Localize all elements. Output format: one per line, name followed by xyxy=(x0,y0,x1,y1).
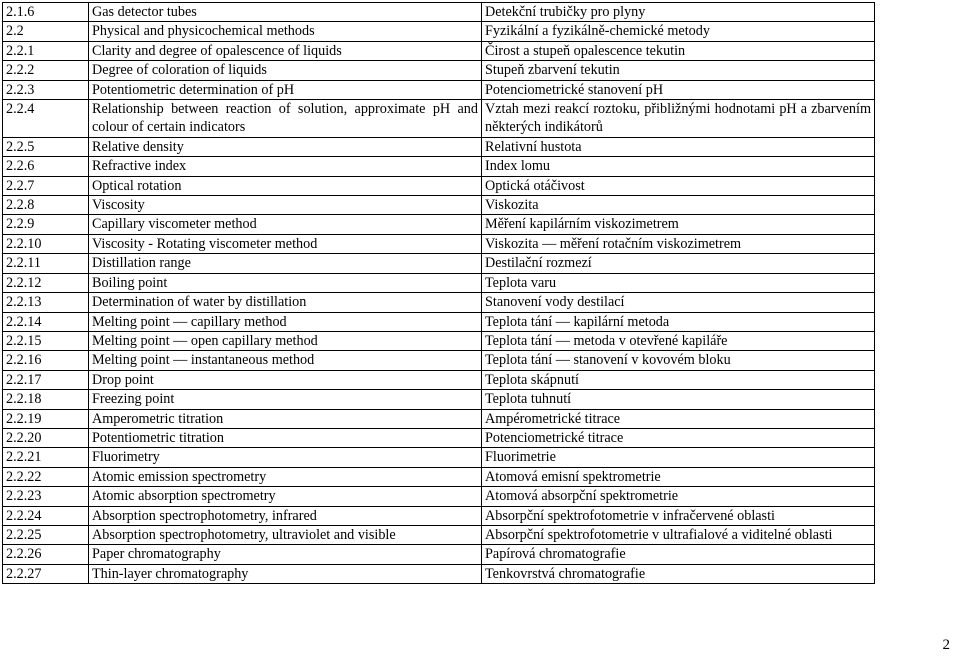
english-term-cell: Absorption spectrophotometry, ultraviolet and visible xyxy=(89,525,482,544)
english-term-cell: Paper chromatography xyxy=(89,545,482,564)
czech-term-cell: Atomová absorpční spektrometrie xyxy=(482,487,875,506)
czech-term-cell: Teplota tání — metoda v otevřené kapiláře xyxy=(482,331,875,350)
section-number-cell: 2.2.5 xyxy=(3,137,89,156)
table-row xyxy=(3,506,875,525)
table-row xyxy=(3,525,875,544)
section-number-cell: 2.2.7 xyxy=(3,176,89,195)
english-term-cell: Refractive index xyxy=(89,157,482,176)
english-term-cell: Optical rotation xyxy=(89,176,482,195)
table-row xyxy=(3,273,875,292)
english-term-cell: Drop point xyxy=(89,370,482,389)
english-term-cell: Amperometric titration xyxy=(89,409,482,428)
english-term-cell: Gas detector tubes xyxy=(89,3,482,22)
english-term-cell: Degree of coloration of liquids xyxy=(89,61,482,80)
table-row xyxy=(3,157,875,176)
czech-term-cell: Absorpční spektrofotometrie v ultrafialové a viditelné oblasti xyxy=(482,525,875,544)
english-term-cell: Absorption spectrophotometry, infrared xyxy=(89,506,482,525)
table-row xyxy=(3,564,875,583)
section-number-cell: 2.2.20 xyxy=(3,428,89,447)
czech-term-cell: Stanovení vody destilací xyxy=(482,293,875,312)
table-row xyxy=(3,100,875,138)
table-row xyxy=(3,331,875,350)
czech-term-cell: Viskozita xyxy=(482,196,875,215)
table-row xyxy=(3,234,875,253)
czech-term-cell: Měření kapilárním viskozimetrem xyxy=(482,215,875,234)
section-number-cell: 2.2.25 xyxy=(3,525,89,544)
english-term-cell: Atomic absorption spectrometry xyxy=(89,487,482,506)
section-number-cell: 2.2.11 xyxy=(3,254,89,273)
english-term-cell: Potentiometric determination of pH xyxy=(89,80,482,99)
section-number-cell: 2.2.4 xyxy=(3,100,89,138)
table-row xyxy=(3,176,875,195)
table-row xyxy=(3,215,875,234)
section-number-cell: 2.2.10 xyxy=(3,234,89,253)
english-term-cell: Atomic emission spectrometry xyxy=(89,467,482,486)
czech-term-cell: Tenkovrstvá chromatografie xyxy=(482,564,875,583)
english-term-cell: Fluorimetry xyxy=(89,448,482,467)
table-row xyxy=(3,293,875,312)
section-number-cell: 2.1.6 xyxy=(3,3,89,22)
table-row xyxy=(3,61,875,80)
czech-term-cell: Teplota tání — stanovení v kovovém bloku xyxy=(482,351,875,370)
english-term-cell: Viscosity - Rotating viscometer method xyxy=(89,234,482,253)
czech-term-cell: Viskozita — měření rotačním viskozimetrem xyxy=(482,234,875,253)
table-row xyxy=(3,545,875,564)
table-row xyxy=(3,312,875,331)
english-term-cell: Viscosity xyxy=(89,196,482,215)
page-number: 2 xyxy=(942,637,950,653)
english-term-cell: Relative density xyxy=(89,137,482,156)
czech-term-cell: Fluorimetrie xyxy=(482,448,875,467)
english-term-cell: Capillary viscometer method xyxy=(89,215,482,234)
czech-term-cell: Teplota skápnutí xyxy=(482,370,875,389)
czech-term-cell: Detekční trubičky pro plyny xyxy=(482,3,875,22)
czech-term-cell: Vztah mezi reakcí roztoku, přibližnými hodnotami pH a zbarvením některých indikátorů xyxy=(482,100,875,138)
section-number-cell: 2.2.24 xyxy=(3,506,89,525)
section-number-cell: 2.2.13 xyxy=(3,293,89,312)
english-term-cell: Thin-layer chromatography xyxy=(89,564,482,583)
table-row xyxy=(3,41,875,60)
table-row xyxy=(3,137,875,156)
table-row xyxy=(3,390,875,409)
czech-term-cell: Potenciometrické titrace xyxy=(482,428,875,447)
section-number-cell: 2.2.1 xyxy=(3,41,89,60)
czech-term-cell: Optická otáčivost xyxy=(482,176,875,195)
section-number-cell: 2.2.16 xyxy=(3,351,89,370)
table-row xyxy=(3,448,875,467)
section-number-cell: 2.2.9 xyxy=(3,215,89,234)
english-term-cell: Melting point — open capillary method xyxy=(89,331,482,350)
table-row xyxy=(3,351,875,370)
section-number-cell: 2.2.6 xyxy=(3,157,89,176)
czech-term-cell: Absorpční spektrofotometrie v infračervené oblasti xyxy=(482,506,875,525)
section-number-cell: 2.2.12 xyxy=(3,273,89,292)
terminology-table xyxy=(2,2,875,584)
czech-term-cell: Čirost a stupeň opalescence tekutin xyxy=(482,41,875,60)
czech-term-cell: Ampérometrické titrace xyxy=(482,409,875,428)
czech-term-cell: Index lomu xyxy=(482,157,875,176)
section-number-cell: 2.2.26 xyxy=(3,545,89,564)
english-term-cell: Freezing point xyxy=(89,390,482,409)
english-term-cell: Physical and physicochemical methods xyxy=(89,22,482,41)
english-term-cell: Clarity and degree of opalescence of liquids xyxy=(89,41,482,60)
table-row xyxy=(3,254,875,273)
section-number-cell: 2.2.19 xyxy=(3,409,89,428)
section-number-cell: 2.2.21 xyxy=(3,448,89,467)
english-term-cell: Melting point — capillary method xyxy=(89,312,482,331)
table-row xyxy=(3,80,875,99)
czech-term-cell: Fyzikální a fyzikálně-chemické metody xyxy=(482,22,875,41)
table-row xyxy=(3,3,875,22)
czech-term-cell: Papírová chromatografie xyxy=(482,545,875,564)
section-number-cell: 2.2.2 xyxy=(3,61,89,80)
czech-term-cell: Destilační rozmezí xyxy=(482,254,875,273)
czech-term-cell: Stupeň zbarvení tekutin xyxy=(482,61,875,80)
table-row xyxy=(3,370,875,389)
section-number-cell: 2.2.22 xyxy=(3,467,89,486)
terminology-table-body xyxy=(3,3,875,584)
english-term-cell: Boiling point xyxy=(89,273,482,292)
section-number-cell: 2.2.14 xyxy=(3,312,89,331)
section-number-cell: 2.2 xyxy=(3,22,89,41)
table-row xyxy=(3,196,875,215)
section-number-cell: 2.2.18 xyxy=(3,390,89,409)
section-number-cell: 2.2.3 xyxy=(3,80,89,99)
table-row xyxy=(3,22,875,41)
english-term-cell: Distillation range xyxy=(89,254,482,273)
section-number-cell: 2.2.23 xyxy=(3,487,89,506)
czech-term-cell: Teplota tání — kapilární metoda xyxy=(482,312,875,331)
czech-term-cell: Teplota tuhnutí xyxy=(482,390,875,409)
section-number-cell: 2.2.8 xyxy=(3,196,89,215)
english-term-cell: Determination of water by distillation xyxy=(89,293,482,312)
section-number-cell: 2.2.17 xyxy=(3,370,89,389)
czech-term-cell: Relativní hustota xyxy=(482,137,875,156)
english-term-cell: Melting point — instantaneous method xyxy=(89,351,482,370)
table-row xyxy=(3,409,875,428)
table-row xyxy=(3,428,875,447)
section-number-cell: 2.2.15 xyxy=(3,331,89,350)
czech-term-cell: Teplota varu xyxy=(482,273,875,292)
czech-term-cell: Potenciometrické stanovení pH xyxy=(482,80,875,99)
table-row xyxy=(3,467,875,486)
english-term-cell: Relationship between reaction of solution, approximate pH and colour of certain indicators xyxy=(89,100,482,138)
english-term-cell: Potentiometric titration xyxy=(89,428,482,447)
section-number-cell: 2.2.27 xyxy=(3,564,89,583)
czech-term-cell: Atomová emisní spektrometrie xyxy=(482,467,875,486)
table-row xyxy=(3,487,875,506)
